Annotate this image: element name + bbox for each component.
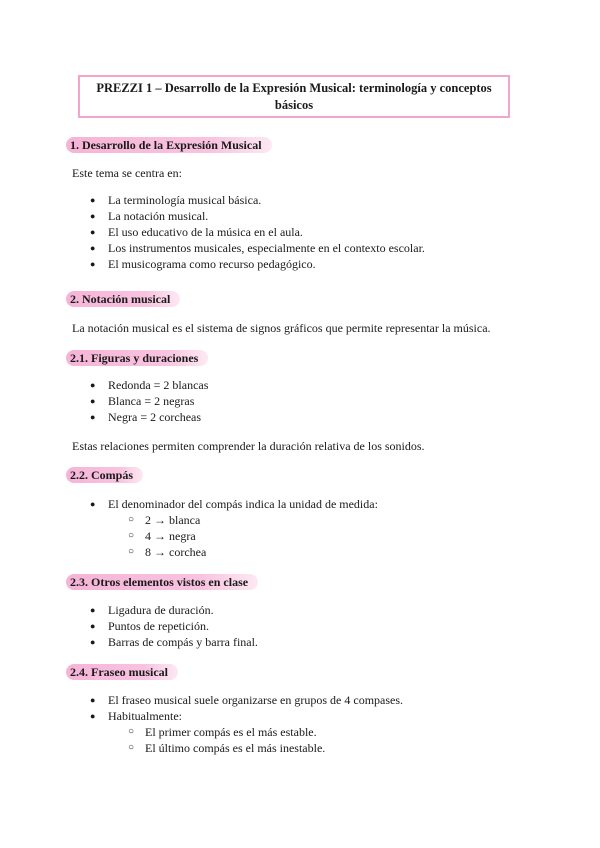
section-heading-2-3: 2.3. Otros elementos vistos en clase: [66, 574, 258, 590]
list-item: ● Puntos de repetición.: [90, 619, 209, 633]
section-1-intro: Este tema se centra en:: [72, 166, 182, 180]
section-heading-2: 2. Notación musical: [66, 291, 180, 307]
bullet-icon: ●: [90, 227, 96, 237]
bullet-icon: ●: [90, 695, 96, 705]
list-item: ● Negra = 2 corcheas: [90, 410, 202, 424]
section-2-text: La notación musical es el sistema de signos gráficos que permite representar la música.: [72, 321, 491, 335]
list-subitem: ○ El último compás es el más inestable.: [128, 741, 326, 755]
list-item: ● El denominador del compás indica la unidad de medida:: [90, 497, 378, 511]
circle-bullet-icon: ○: [128, 742, 135, 753]
section-2-1-after: Estas relaciones permiten comprender la duración relativa de los sonidos.: [72, 439, 425, 453]
bullet-icon: ●: [90, 380, 96, 390]
list-subitem: ○ 4 → negra: [128, 529, 196, 543]
list-item: ● Los instrumentos musicales, especialmente en el contexto escolar.: [90, 241, 425, 255]
bullet-icon: ●: [90, 259, 96, 269]
circle-bullet-icon: ○: [128, 514, 135, 525]
list-item: ● La terminología musical básica.: [90, 193, 262, 207]
list-item: ● El uso educativo de la música en el aula.: [90, 225, 303, 239]
bullet-icon: ●: [90, 195, 96, 205]
list-item: ● Ligadura de duración.: [90, 603, 214, 617]
section-heading-2-4: 2.4. Fraseo musical: [66, 664, 178, 680]
section-heading-2-1: 2.1. Figuras y duraciones: [66, 350, 208, 366]
list-item: ● El musicograma como recurso pedagógico.: [90, 257, 316, 271]
section-heading-2-2: 2.2. Compás: [66, 467, 143, 483]
bullet-icon: ●: [90, 243, 96, 253]
bullet-icon: ●: [90, 211, 96, 221]
bullet-icon: ●: [90, 711, 96, 721]
list-item: ● Redonda = 2 blancas: [90, 378, 209, 392]
circle-bullet-icon: ○: [128, 726, 135, 737]
section-2-1-list: [0, 377, 208, 425]
list-item: ● La notación musical.: [90, 209, 209, 223]
document-title-text: PREZZI 1 – Desarrollo de la Expresión Musical: terminología y conceptos básicos: [96, 80, 492, 112]
section-2-4-list: [0, 692, 403, 756]
section-heading-1: 1. Desarrollo de la Expresión Musical: [66, 137, 272, 153]
bullet-icon: ●: [90, 499, 96, 509]
list-subitem: ○ 2 → blanca: [128, 513, 201, 527]
section-2-3-list: [0, 602, 258, 650]
section-1-list: [0, 192, 425, 272]
list-item: ● Blanca = 2 negras: [90, 394, 195, 408]
list-item: ● El fraseo musical suele organizarse en grupos de 4 compases.: [90, 693, 404, 707]
list-subitem: ○ 8 → corchea: [128, 545, 207, 559]
document-title: [78, 75, 510, 118]
bullet-icon: ●: [90, 396, 96, 406]
circle-bullet-icon: ○: [128, 530, 135, 541]
section-2-2-list: [0, 496, 378, 560]
bullet-icon: ●: [90, 605, 96, 615]
list-subitem: ○ El primer compás es el más estable.: [128, 725, 317, 739]
circle-bullet-icon: ○: [128, 546, 135, 557]
list-item: ● Habitualmente:: [90, 709, 182, 723]
list-item: ● Barras de compás y barra final.: [90, 635, 258, 649]
bullet-icon: ●: [90, 412, 96, 422]
bullet-icon: ●: [90, 621, 96, 631]
bullet-icon: ●: [90, 637, 96, 647]
